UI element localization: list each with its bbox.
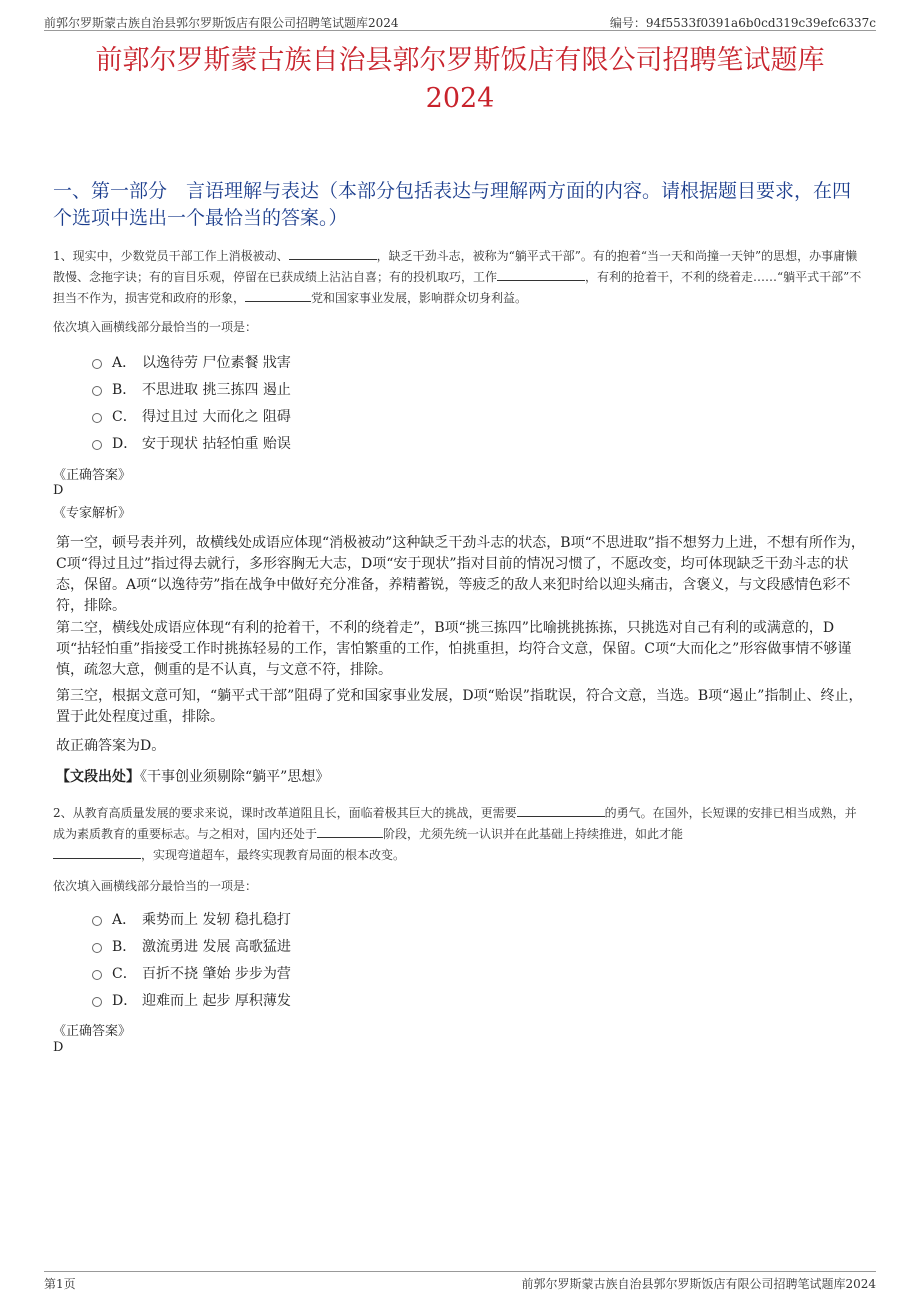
page-footer <box>44 1271 876 1290</box>
option-c[interactable]: C． 百折不挠 肇始 步步为营 <box>92 962 291 984</box>
source-label: 【文段出处】 <box>56 769 140 785</box>
question-2-prompt: 依次填入画横线部分最恰当的一项是： <box>53 879 258 893</box>
answer-label: 《正确答案》 <box>53 1024 132 1039</box>
radio-icon[interactable] <box>92 386 102 396</box>
option-c[interactable]: C． 得过且过 大而化之 阻碍 <box>92 405 291 427</box>
radio-icon[interactable] <box>92 970 102 980</box>
source <box>56 767 865 788</box>
analysis-conclusion: 故正确答案为D。 <box>56 738 166 754</box>
blank <box>245 289 311 302</box>
option-b[interactable]: B． 激流勇进 发展 高歌猛进 <box>92 935 291 957</box>
analysis-paragraph-3: 第三空，根据文意可知，“躺平式干部”阻碍了党和国家事业发展，D项“贻误”指耽误，符合文意，当选。B项“遏止”指制止、终止，置于此处程度过重，排除。 <box>56 688 863 725</box>
blank <box>497 268 585 281</box>
page-title-line1: 前郭尔罗斯蒙古族自治县郭尔罗斯饭店有限公司招聘笔试题库 <box>95 45 825 76</box>
analysis-paragraph-2: 第二空，横线处成语应体现“有利的抢着干，不利的绕着走”，B项“挑三拣四”比喻挑挑拣拣，只挑选对自己有利的或满意的，D项“拈轻怕重”指接受工作时挑拣轻易的工作，害怕繁重的工作，怕挑重担，均符合文意，保留。C项“大而化之”形容做事情不够谨慎，疏忽大意，侧重的是不认真，与文意不符，排除。 <box>56 620 852 678</box>
answer-label: 《正确答案》 <box>53 468 132 483</box>
question-2-stem: 2、从教育高质量发展的要求来说，课时改革道阻且长，面临着极其巨大的挑战，更需要 的勇气。在国外，长短课的安排已相当成熟，并成为素质教育的重要标志。与之相对，国内还处于 阶段，尤须先统一认识并在此基础上持续推进，如此才能 ，实现弯道超车，最终实现教育局面的根本改变。 <box>53 806 857 862</box>
option-d[interactable]: D． 迎难而上 起步 厚积薄发 <box>92 989 291 1011</box>
radio-icon[interactable] <box>92 440 102 450</box>
option-b[interactable]: B． 不思进取 挑三拣四 遏止 <box>92 378 291 400</box>
radio-icon[interactable] <box>92 943 102 953</box>
section-heading: 一、第一部分 言语理解与表达（本部分包括表达与理解两方面的内容。请根据题目要求，在四个选项中选出一个最恰当的答案。） <box>53 180 852 229</box>
header-serial: 编号：94f5533f0391a6b0cd319c39efc6337c <box>609 16 876 30</box>
answer-value: D <box>53 1040 64 1055</box>
radio-icon[interactable] <box>92 916 102 926</box>
analysis-paragraph-1: 第一空，顿号表并列，故横线处成语应体现“消极被动”这种缺乏干劲斗志的状态，B项“不思进取”指不想努力上进，不想有所作为，C项“得过且过”指过得去就行，多形容胸无大志，D项“安于现状”指对目前的情况习惯了，不愿改变，均可体现缺乏干劲斗志的状态，保留。A项“以逸待劳”指在战争中做好充分准备，养精蓄锐，等疲乏的敌人来犯时给以迎头痛击，含褒义，与文段感情色彩不符，排除。 <box>56 535 865 614</box>
radio-icon[interactable] <box>92 997 102 1007</box>
blank <box>289 247 377 260</box>
option-a[interactable]: A． 乘势而上 发轫 稳扎稳打 <box>92 908 291 930</box>
page-title <box>40 42 880 118</box>
radio-icon[interactable] <box>92 359 102 369</box>
page-number: 第1页 <box>44 1277 76 1291</box>
question-1-prompt: 依次填入画横线部分最恰当的一项是： <box>53 320 258 334</box>
header-title: 前郭尔罗斯蒙古族自治县郭尔罗斯饭店有限公司招聘笔试题库2024 <box>44 16 399 30</box>
radio-icon[interactable] <box>92 413 102 423</box>
blank <box>517 804 605 817</box>
answer-value: D <box>53 483 64 498</box>
page-header <box>44 12 876 31</box>
page-title-line2: 2024 <box>425 83 495 114</box>
option-a[interactable]: A． 以逸待劳 尸位素餐 戕害 <box>92 351 291 373</box>
analysis-label: 《专家解析》 <box>53 506 132 521</box>
footer-title: 前郭尔罗斯蒙古族自治县郭尔罗斯饭店有限公司招聘笔试题库2024 <box>521 1277 876 1291</box>
blank <box>53 846 141 859</box>
question-1-stem: 1、现实中，少数党员干部工作上消极被动、 ，缺乏干劲斗志，被称为“躺平式干部”。有的抱着“当一天和尚撞一天钟”的思想，办事庸懒散慢、念拖字诀；有的盲目乐观，停留在已获成绩上沾沾自喜；有的投机取巧，工作 ，有利的抢着干，不利的绕着走……“躺平式干部”不担当不作为，损害党和政府的形象， 党和国家事业发展，影响群众切身利益。 <box>53 249 862 305</box>
blank <box>317 825 383 838</box>
option-d[interactable]: D． 安于现状 拈轻怕重 贻误 <box>92 432 291 454</box>
source-text: 《干事创业须剔除“躺平”思想》 <box>140 769 330 785</box>
